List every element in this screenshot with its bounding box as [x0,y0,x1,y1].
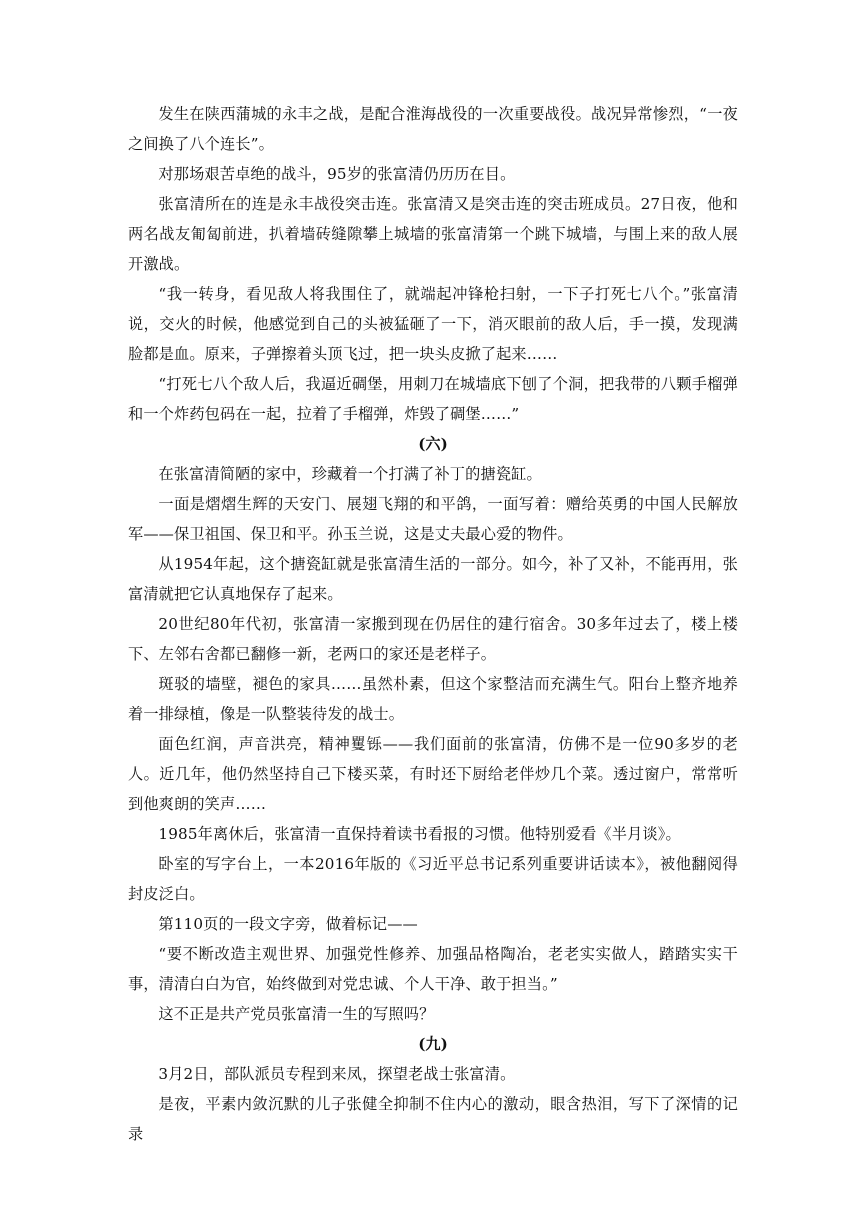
paragraph: 面色红润，声音洪亮，精神矍铄——我们面前的张富清，仿佛不是一位90多岁的老人。近几年，他仍然坚持自己下楼买菜，有时还下厨给老伴炒几个菜。透过窗户，常常听到他爽朗的笑声…… [128,735,738,813]
paragraph: 这不正是共产党员张富清一生的写照吗？ [158,1005,435,1023]
paragraph: 卧室的写字台上，一本2016年版的《习近平总书记系列重要讲话读本》，被他翻阅得封皮泛白。 [128,855,738,903]
paragraph: 20世纪80年代初，张富清一家搬到现在仍居住的建行宿舍。30多年过去了，楼上楼下、左邻右舍都已翻修一新，老两口的家还是老样子。 [128,615,738,663]
paragraph: 张富清所在的连是永丰战役突击连。张富清又是突击连的突击班成员。27日夜，他和两名战友匍匐前进，扒着墙砖缝隙攀上城墙的张富清第一个跳下城墙，与围上来的敌人展开激战。 [128,195,738,273]
paragraph: 发生在陕西蒲城的永丰之战，是配合淮海战役的一次重要战役。战况异常惨烈，“一夜之间换了八个连长”。 [128,105,738,153]
section-heading: (六) [418,435,448,453]
section-heading: (九) [418,1035,448,1053]
paragraph: 是夜，平素内敛沉默的儿子张健全抑制不住内心的激动，眼含热泪，写下了深情的记录 [128,1095,738,1143]
paragraph: “我一转身，看见敌人将我围住了，就端起冲锋枪扫射，一下子打死七八个。”张富清说，交火的时候，他感觉到自己的头被猛砸了一下，消灭眼前的敌人后，手一摸，发现满脸都是血。原来，子弹擦着头顶飞过，把一块头皮掀了起来…… [128,285,738,363]
paragraph: 3月2日，部队派员专程到来凤，探望老战士张富清。 [158,1065,516,1083]
paragraph: 第110页的一段文字旁，做着标记—— [158,915,418,933]
paragraph: 在张富清简陋的家中，珍藏着一个打满了补丁的搪瓷缸。 [158,465,542,483]
document-body [128,99,738,1149]
paragraph: 一面是熠熠生辉的天安门、展翅飞翔的和平鸽，一面写着：赠给英勇的中国人民解放军——保卫祖国、保卫和平。孙玉兰说，这是丈夫最心爱的物件。 [128,495,738,543]
paragraph: 斑驳的墙壁，褪色的家具……虽然朴素，但这个家整洁而充满生气。阳台上整齐地养着一排绿植，像是一队整装待发的战士。 [128,675,738,723]
paragraph: “打死七八个敌人后，我逼近碉堡，用刺刀在城墙底下刨了个洞，把我带的八颗手榴弹和一个炸药包码在一起，拉着了手榴弹，炸毁了碉堡……” [128,375,738,423]
paragraph: 1985年离休后，张富清一直保持着读书看报的习惯。他特别爱看《半月谈》。 [158,825,681,843]
paragraph: 对那场艰苦卓绝的战斗，95岁的张富清仍历历在目。 [158,165,516,183]
paragraph: “要不断改造主观世界、加强党性修养、加强品格陶冶，老老实实做人，踏踏实实干事，清清白白为官，始终做到对党忠诚、个人干净、敢于担当。” [128,945,738,993]
paragraph: 从1954年起，这个搪瓷缸就是张富清生活的一部分。如今，补了又补，不能再用，张富清就把它认真地保存了起来。 [128,555,738,603]
